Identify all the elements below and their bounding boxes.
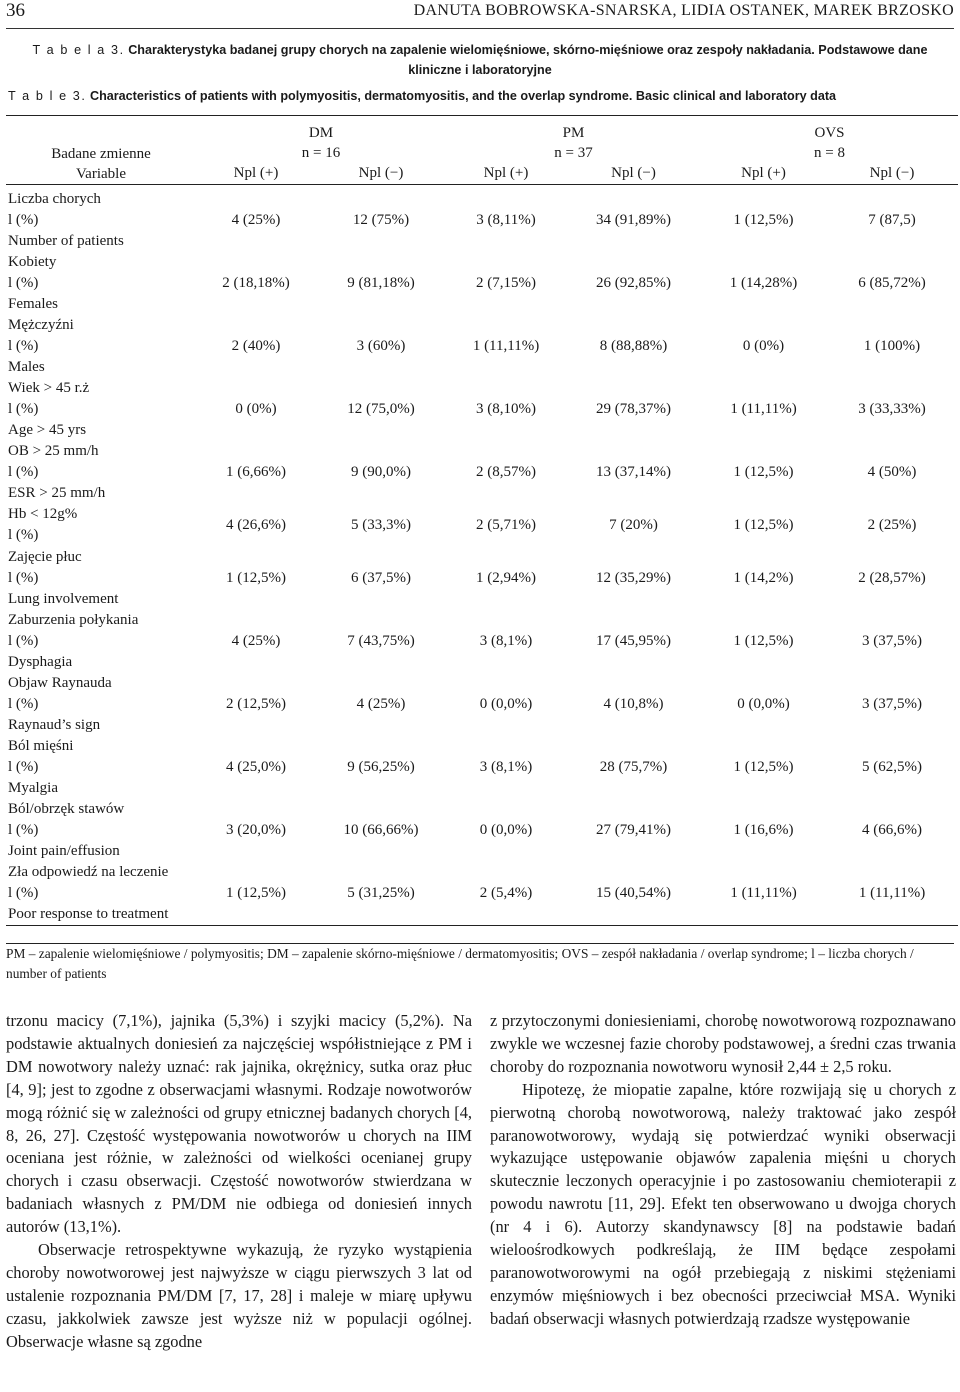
- table-cell: 26 (92,85%): [596, 275, 671, 291]
- table-cell: 4 (50%): [867, 464, 917, 480]
- group-header-pm: [446, 116, 701, 164]
- subheader: Npl (−): [826, 163, 958, 185]
- table-cell: 4 (10,8%): [603, 696, 664, 712]
- group-name: DM: [308, 125, 334, 141]
- table-cell: 15 (40,54%): [596, 885, 671, 901]
- table-captions: [8, 40, 952, 106]
- table-cell: 3 (8,1%): [479, 759, 533, 775]
- table-row: [6, 736, 958, 799]
- table-cell: 4 (25%): [356, 696, 406, 712]
- group-header-ovs: [701, 116, 958, 164]
- table-cell: 1 (12,5%): [733, 517, 794, 533]
- table-cell: 3 (8,11%): [476, 212, 536, 228]
- row-label-line: Number of patients: [8, 233, 124, 249]
- subheader: Npl (−): [566, 163, 701, 185]
- table-cell: 4 (26,6%): [226, 517, 286, 533]
- row-label-line: Zajęcie płuc: [8, 549, 82, 565]
- page-number: 36: [6, 0, 25, 21]
- table-cell: 7 (43,75%): [347, 633, 415, 649]
- row-label-line: l (%): [8, 885, 39, 901]
- running-authors: DANUTA BOBROWSKA-SNARSKA, LIDIA OSTANEK, MAREK BRZOSKO: [413, 2, 954, 19]
- row-label: [6, 862, 196, 926]
- body-column-left: [6, 1010, 472, 1354]
- table-cell: 3 (37,5%): [862, 633, 922, 649]
- table-row: [6, 252, 958, 315]
- table-cell: 1 (12,5%): [733, 212, 794, 228]
- table-cell: 1 (12,5%): [733, 759, 794, 775]
- subheader: Npl (−): [316, 163, 446, 185]
- variable-header-pl: Badane zmienne: [51, 146, 151, 162]
- table-row: [6, 378, 958, 441]
- row-label: [6, 252, 196, 315]
- table-cell: 6 (85,72%): [858, 275, 926, 291]
- table-cell: 2 (7,15%): [476, 275, 536, 291]
- table-row: [6, 504, 958, 547]
- row-label: [6, 547, 196, 610]
- body-column-right: [490, 1010, 956, 1331]
- row-label-line: Poor response to treatment: [8, 906, 169, 922]
- table-cell: 4 (25%): [231, 633, 281, 649]
- table-cell: 1 (16,6%): [733, 822, 794, 838]
- table-row: [6, 610, 958, 673]
- row-label: [6, 185, 196, 253]
- variable-header: [6, 116, 196, 185]
- table-cell: 1 (100%): [863, 338, 921, 354]
- table-cell: 8 (88,88%): [599, 338, 668, 354]
- row-label: [6, 799, 196, 862]
- table-cell: 17 (45,95%): [596, 633, 671, 649]
- row-label-line: Lung involvement: [8, 591, 119, 607]
- table-row: [6, 185, 958, 253]
- group-count: n = 16: [301, 145, 341, 161]
- table-cell: 2 (12,5%): [226, 696, 286, 712]
- row-label-line: Age > 45 yrs: [8, 422, 87, 438]
- paragraph: z przytoczonymi doniesieniami, chorobę nowotworową rozpoznawano zwykle we wczesnej fazie choroby podstawowej, a średni czas trwania choroby do rozpoznania nowotworu wynosił 2,44 ± 2,5 roku.: [490, 1011, 956, 1076]
- table-cell: 2 (28,57%): [858, 570, 926, 586]
- row-label-line: Myalgia: [8, 780, 58, 796]
- table-cell: 1 (11,11%): [730, 401, 797, 417]
- group-header-dm: [196, 116, 446, 164]
- table-cell: 0 (0,0%): [479, 822, 533, 838]
- table-cell: 4 (25,0%): [226, 759, 286, 775]
- subheader: Npl (+): [446, 163, 566, 185]
- paragraph: Obserwacje retrospektywne wykazują, że ryzyko wystąpienia choroby nowotworowej jest najwyższe w ciągu pierwszych 3 lat od ustalenie rozpoznania PM/DM [7, 17, 28] i maleje w miarę upływu czasu, jakkolwiek zawsze jest wyższe niż w populacji ogólnej. Obserwacje własne są zgodne: [6, 1240, 472, 1351]
- table-cell: 0 (0,0%): [737, 696, 790, 712]
- table-cell: 2 (5,71%): [476, 517, 536, 533]
- table-row: [6, 315, 958, 378]
- row-label-line: Ból mięśni: [8, 738, 74, 754]
- table-cell: 4 (25%): [231, 212, 281, 228]
- row-label-line: l (%): [8, 338, 39, 354]
- table-cell: 1 (14,28%): [729, 275, 798, 291]
- group-name: OVS: [814, 125, 845, 141]
- row-label-line: Zła odpowiedź na leczenie: [8, 864, 169, 880]
- table-cell: 10 (66,66%): [343, 822, 419, 838]
- caption-polish-text: Charakterystyka badanej grupy chorych na zapalenie wielomięśniowe, skórno-mięśniowe oraz zespoły nakładania. Podstawowe dane kliniczne i laboratoryjne: [128, 43, 928, 77]
- row-label-line: Joint pain/effusion: [8, 843, 120, 859]
- row-label: [6, 441, 196, 504]
- row-label-line: OB > 25 mm/h: [8, 443, 99, 459]
- table-row: [6, 547, 958, 610]
- table-cell: 12 (75,0%): [347, 401, 415, 417]
- table-footnote: PM – zapalenie wielomięśniowe / polymyositis; DM – zapalenie skórno-mięśniowe / dermatomyositis; OVS – zespół nakładania / overlap syndrome; l – liczba chorych / number of patients: [6, 943, 954, 984]
- group-header-row: [6, 116, 958, 164]
- row-label: [6, 378, 196, 441]
- table-cell: 1 (11,11%): [730, 885, 797, 901]
- row-label-line: Dysphagia: [8, 654, 73, 670]
- table-cell: 12 (35,29%): [596, 570, 671, 586]
- table-cell: 1 (6,66%): [226, 464, 286, 480]
- row-label-line: l (%): [8, 570, 39, 586]
- row-label-line: l (%): [8, 275, 39, 291]
- row-label-line: l (%): [8, 401, 39, 417]
- row-label-line: Wiek > 45 r.ż: [8, 380, 90, 396]
- data-table: [6, 115, 958, 926]
- row-label-line: l (%): [8, 822, 39, 838]
- table-cell: 28 (75,7%): [599, 759, 668, 775]
- row-label-line: l (%): [8, 759, 39, 775]
- table-cell: 1 (12,5%): [733, 464, 794, 480]
- table-cell: 2 (18,18%): [222, 275, 290, 291]
- table-cell: 12 (75%): [352, 212, 410, 228]
- row-label-line: Ból/obrzęk stawów: [8, 801, 125, 817]
- table-cell: 2 (40%): [231, 338, 281, 354]
- row-label-line: Females: [8, 296, 58, 312]
- table-cell: 1 (11,11%): [472, 338, 540, 354]
- table-cell: 2 (5,4%): [479, 885, 533, 901]
- row-label-line: l (%): [8, 696, 39, 712]
- table-cell: 5 (62,5%): [862, 759, 922, 775]
- table-cell: 2 (8,57%): [476, 464, 536, 480]
- table-cell: 34 (91,89%): [596, 212, 671, 228]
- paragraph: trzonu macicy (7,1%), jajnika (5,3%) i szyjki macicy (5,2%). Na podstawie aktualnych doniesień za najczęściej współistniejące z PM i DM nowotwory należy uznać: rak jajnika, okrężnicy, sutka oraz płuc [4, 9]; jest to zgodne z obserwacjami własnymi. Rodzaje nowotworów mogą różnić się w zależności od grupy etnicznej badanych chorych [4, 8, 26, 27]. Częstość występowania nowotworów u chorych na IIM oceniana jest różnie, w zależności od wielkości ocenianej grupy chorych i czasu obserwacji. Częstość nowotworów stwierdzana w badaniach własnych z PM/DM nie odbiega od doniesień innych autorów (13,1%).: [6, 1011, 472, 1237]
- table-cell: 7 (20%): [609, 517, 658, 533]
- row-label-line: l (%): [8, 527, 39, 543]
- row-label-line: Hb < 12g%: [8, 506, 78, 522]
- table-row: [6, 862, 958, 926]
- table-row: [6, 441, 958, 504]
- caption-polish-label: T a b e l a 3.: [32, 43, 125, 57]
- row-label: [6, 736, 196, 799]
- row-label-line: Kobiety: [8, 254, 57, 270]
- page-header: [6, 0, 954, 29]
- table-cell: 1 (2,94%): [476, 570, 536, 586]
- table-cell: 3 (20,0%): [226, 822, 286, 838]
- group-count: n = 37: [554, 145, 593, 161]
- table-cell: 5 (33,3%): [351, 517, 411, 533]
- table-cell: 3 (8,10%): [476, 401, 536, 417]
- variable-header-en: Variable: [76, 166, 126, 182]
- caption-english: [8, 86, 952, 106]
- row-label-line: l (%): [8, 464, 39, 480]
- table-cell: 0 (0,0%): [479, 696, 533, 712]
- caption-english-label: T a b l e 3.: [8, 89, 87, 103]
- row-label-line: Zaburzenia połykania: [8, 612, 139, 628]
- table-cell: 0 (0%): [742, 338, 785, 354]
- row-label-line: l (%): [8, 212, 39, 228]
- table-cell: 7 (87,5): [868, 212, 916, 228]
- table-cell: 0 (0%): [235, 401, 277, 417]
- table-cell: 1 (14,2%): [733, 570, 794, 586]
- table-cell: 1 (12,5%): [733, 633, 794, 649]
- row-label-line: Mężczyźni: [8, 317, 74, 333]
- table-row: [6, 799, 958, 862]
- table-cell: 9 (81,18%): [347, 275, 415, 291]
- table-cell: 5 (31,25%): [347, 885, 415, 901]
- row-label: [6, 610, 196, 673]
- subheader: Npl (+): [196, 163, 316, 185]
- row-label: [6, 504, 196, 547]
- table-cell: 2 (25%): [867, 517, 917, 533]
- group-count: n = 8: [814, 145, 845, 161]
- caption-english-text: Characteristics of patients with polymyositis, dermatomyositis, and the overlap syndrome. Basic clinical and laboratory data: [89, 89, 837, 103]
- row-label-line: Liczba chorych: [8, 191, 101, 207]
- row-label: [6, 673, 196, 736]
- table-cell: 4 (66,6%): [862, 822, 922, 838]
- table-row: [6, 673, 958, 736]
- table-cell: 1 (12,5%): [226, 570, 286, 586]
- table-cell: 6 (37,5%): [351, 570, 411, 586]
- table-cell: 3 (60%): [356, 338, 406, 354]
- table-cell: 1 (11,11%): [858, 885, 926, 901]
- table-cell: 3 (33,33%): [858, 401, 926, 417]
- table-cell: 9 (90,0%): [351, 464, 411, 480]
- subheader: Npl (+): [701, 163, 826, 185]
- row-label-line: Raynaud’s sign: [8, 717, 101, 733]
- table-cell: 9 (56,25%): [347, 759, 415, 775]
- table-cell: 13 (37,14%): [596, 464, 671, 480]
- group-name: PM: [562, 125, 585, 141]
- table-cell: 3 (37,5%): [862, 696, 922, 712]
- table-cell: 27 (79,41%): [596, 822, 671, 838]
- table-cell: 1 (12,5%): [226, 885, 286, 901]
- row-label-line: Males: [8, 359, 45, 375]
- table-body: [6, 116, 958, 926]
- table-cell: 29 (78,37%): [596, 401, 671, 417]
- row-label: [6, 315, 196, 378]
- row-label-line: l (%): [8, 633, 39, 649]
- row-label-line: ESR > 25 mm/h: [8, 485, 106, 501]
- caption-polish: [8, 40, 952, 80]
- paragraph: Hipotezę, że miopatie zapalne, które rozwijają się u chorych z pierwotną chorobą nowotworową, należy traktować jako zespół paranowotworowy, wydają się potwierdzać wyniki obserwacji wykazujące ustępowanie objawów zapalenia mięśni u chorych skutecznie leczonych operacyjnie i po zastosowaniu chemioterapii z powodu nawrotu [11, 29]. Efekt ten obserwowano u dwojga chorych (nr 4 i 6). Autorzy skandynawscy [8] na podstawie badań wieloośrodkowych podkreślają, że IIM będące zespołami paranowotworowymi na ogół przebiegają z niskimi stężeniami enzymów mięśniowych i bez obecności przeciwciał MSA. Wyniki badań obserwacji własnych potwierdzają rzadsze występowanie: [490, 1079, 956, 1328]
- table-cell: 3 (8,1%): [479, 633, 533, 649]
- row-label-line: Objaw Raynauda: [8, 675, 112, 691]
